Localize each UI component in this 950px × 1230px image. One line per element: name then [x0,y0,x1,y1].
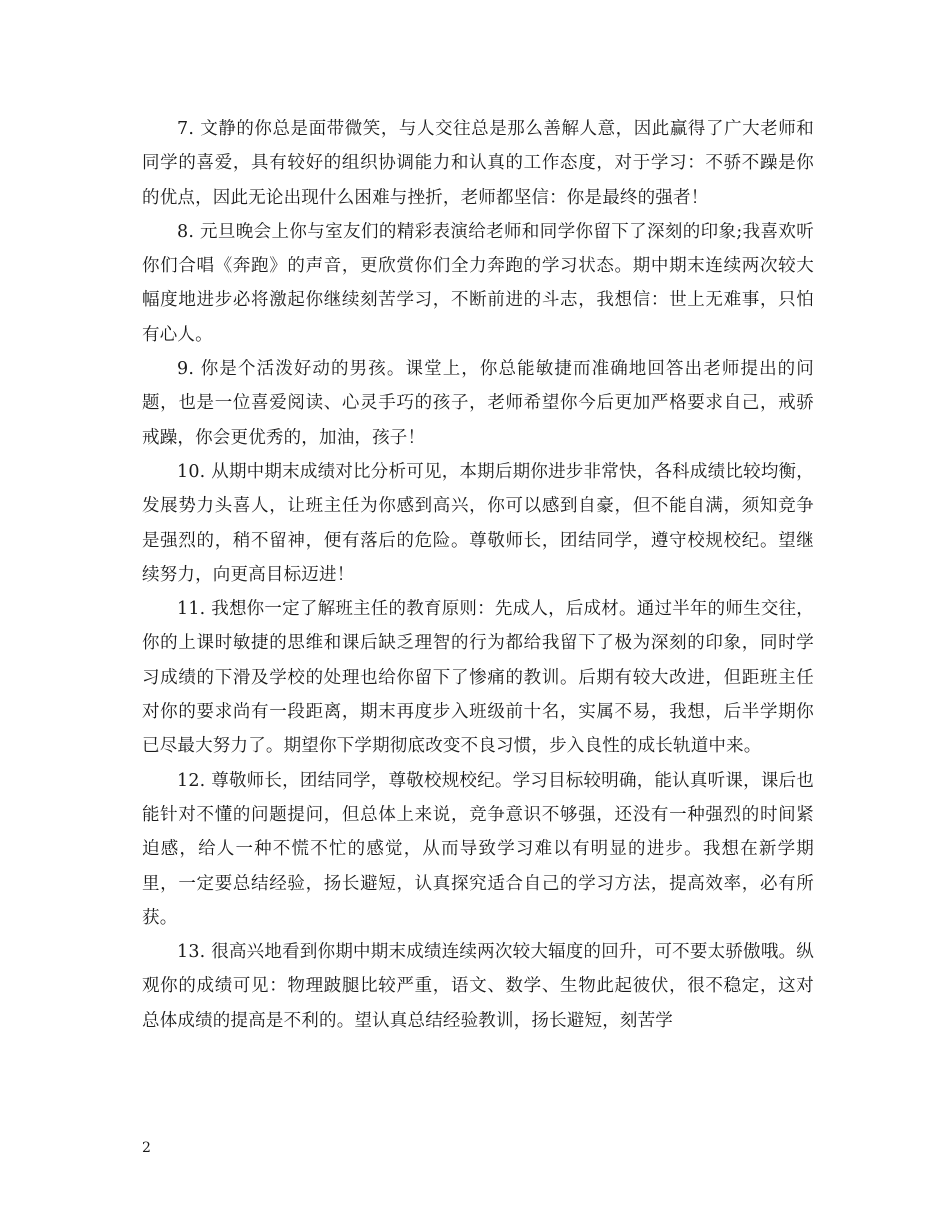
page-number: 2 [142,1140,151,1156]
paragraph-7: 7. 文静的你总是面带微笑，与人交往总是那么善解人意，因此赢得了广大老师和同学的喜爱，具有较好的组织协调能力和认真的工作态度，对于学习：不骄不躁是你的优点，因此无论出现什么困难与挫折，老师都坚信：你是最终的强者！ [142,119,814,208]
paragraph-10: 10. 从期中期末成绩对比分析可见，本期后期你进步非常快，各科成绩比较均衡，发展势力头喜人，让班主任为你感到高兴，你可以感到自豪，但不能自满，须知竞争是强烈的，稍不留神，便有落后的危险。尊敬师长，团结同学，遵守校规校纪。望继续努力，向更高目标迈进！ [142,461,814,585]
paragraph-13: 13. 很高兴地看到你期中期末成绩连续两次较大辐度的回升，可不要太骄傲哦。纵观你的成绩可见：物理跛腿比较严重，语文、数学、生物此起彼伏，很不稳定，这对总体成绩的提高是不利的。望认真总结经验教训，扬长避短，刻苦学 [142,942,814,1031]
paragraph-8: 8. 元旦晚会上你与室友们的精彩表演给老师和同学你留下了深刻的印象;我喜欢听你们合唱《奔跑》的声音，更欣赏你们全力奔跑的学习状态。期中期末连续两次较大幅度地进步必将激起你继续刻苦学习，不断前进的斗志，我想信：世上无难事，只怕有心人。 [142,221,814,345]
paragraph-9: 9. 你是个活泼好动的男孩。课堂上，你总能敏捷而准确地回答出老师提出的问题，也是一位喜爱阅读、心灵手巧的孩子，老师希望你今后更加严格要求自己，戒骄戒躁，你会更优秀的，加油，孩子！ [142,359,814,448]
document-body [142,112,814,1038]
paragraph-11: 11. 我想你一定了解班主任的教育原则：先成人，后成材。通过半年的师生交往，你的上课时敏捷的思维和课后缺乏理智的行为都给我留下了极为深刻的印象，同时学习成绩的下滑及学校的处理也给你留下了惨痛的教训。后期有较大改进，但距班主任对你的要求尚有一段距离，期末再度步入班级前十名，实属不易，我想，后半学期你已尽最大努力了。期望你下学期彻底改变不良习惯，步入良性的成长轨道中来。 [142,599,814,757]
paragraph-12: 12. 尊敬师长，团结同学，尊敬校规校纪。学习目标较明确，能认真听课，课后也能针对不懂的问题提问，但总体上来说，竞争意识不够强，还没有一种强烈的时间紧迫感，给人一种不慌不忙的感觉，从而导致学习难以有明显的进步。我想在新学期里，一定要总结经验，扬长避短，认真探究适合自己的学习方法，提高效率，必有所获。 [142,770,814,928]
